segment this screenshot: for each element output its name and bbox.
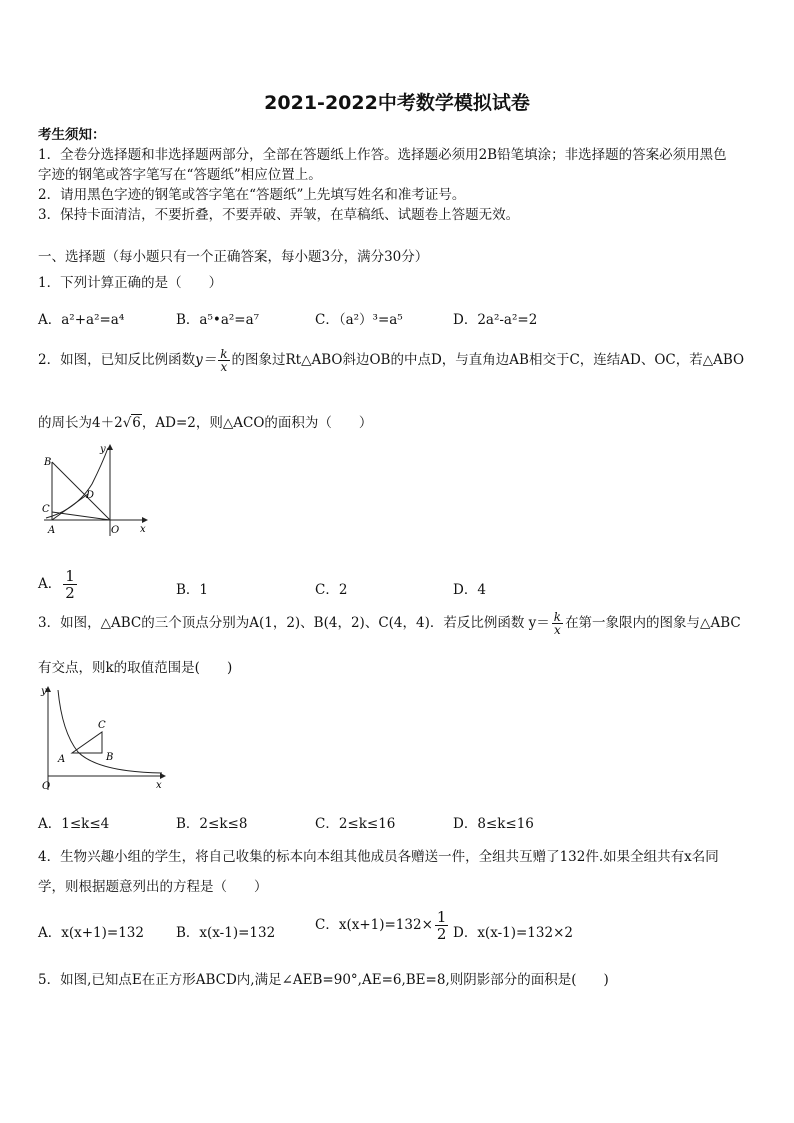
- q3-option-d: D．8≤k≤16: [453, 816, 534, 832]
- notice-line-3: 3．保持卡面清洁，不要折叠，不要弄破、弄皱，在草稿纸、试题卷上答题无效。: [38, 207, 520, 223]
- q4-line-2: 学，则根据题意列出的方程是（ ）: [38, 879, 268, 895]
- q3-stem: [38, 611, 741, 636]
- q4-option-c-pre: C．x(x+1)=132×: [315, 917, 433, 933]
- q3-x: x: [554, 623, 561, 637]
- q4-option-b: B．x(x-1)=132: [176, 925, 276, 941]
- q2-label-c: C: [42, 504, 50, 515]
- q3-label-y: y: [41, 686, 47, 697]
- q2-segment-oc: [52, 512, 110, 520]
- q2-label-a: A: [48, 525, 56, 536]
- q3-option-a: A．1≤k≤4: [38, 816, 110, 832]
- q1-option-b: B．a⁵•a²=a⁷: [176, 312, 260, 328]
- q2-label-y: y: [100, 444, 106, 455]
- q2-hyperbola: [46, 448, 108, 518]
- q3-label-b: B: [106, 752, 114, 763]
- q2-perimeter-radicand: 6: [132, 415, 141, 431]
- q2-option-d: D．4: [453, 582, 486, 598]
- q2-hypotenuse-ob: [52, 462, 110, 520]
- q2-perimeter-a: 4＋2: [92, 415, 123, 431]
- q2-option-b: B．1: [176, 582, 209, 598]
- q2-figure: [36, 440, 152, 538]
- q2-stem-post: 的图象过Rt△ABO斜边OB的中点D，与直角边AB相交于C，连结AD、OC，若△ABO: [231, 352, 745, 368]
- q2-line2-pre: 的周长为: [38, 415, 92, 431]
- q2-y-eq: y＝: [195, 352, 217, 368]
- q1-option-d: D．2a²-a²=2: [453, 312, 538, 328]
- q2-option-a-num: 1: [65, 567, 75, 585]
- q1-stem: 1．下列计算正确的是（ ）: [38, 275, 223, 291]
- q2-x: x: [220, 360, 228, 374]
- q2-label-b: B: [44, 457, 52, 468]
- q2-option-a-fraction: [63, 568, 77, 601]
- q2-line2-post: ，AD=2，则△ACO的面积为（ ）: [141, 415, 373, 431]
- q1-option-c: C．（a²）³=a⁵: [315, 312, 403, 328]
- q2-option-a-label: A．: [38, 576, 62, 592]
- q2-label-x: x: [140, 524, 146, 535]
- notice-heading: 考生须知：: [38, 127, 106, 143]
- q3-x-arrow: [160, 773, 166, 779]
- q4-option-c: [315, 909, 450, 942]
- q3-stem-pre: 3．如图，△ABC的三个顶点分别为A(1，2)、B(4，2)、C(4，4)．若反比例函数 y＝: [38, 615, 550, 631]
- notice-line-2: 2．请用黑色字迹的钢笔或答字笔在“答题纸”上先填写姓名和准考证号。: [38, 187, 466, 203]
- notice-line-1b: 字迹的钢笔或答字笔写在“答题纸”相应位置上。: [38, 167, 322, 183]
- q3-label-o: O: [42, 781, 51, 792]
- q3-label-x: x: [156, 780, 162, 791]
- q3-triangle-abc: [72, 732, 102, 753]
- q2-option-a: [38, 568, 79, 601]
- q2-option-c: C．2: [315, 582, 348, 598]
- q4-option-a: A．x(x+1)=132: [38, 925, 144, 941]
- q3-label-c: C: [98, 720, 106, 731]
- q2-x-arrow: [142, 517, 148, 523]
- q4-option-d: D．x(x-1)=132×2: [453, 925, 573, 941]
- q3-option-c: C．2≤k≤16: [315, 816, 396, 832]
- q2-k-over-x: [218, 348, 229, 373]
- q2-k: k: [220, 347, 228, 361]
- q4-option-c-den: 2: [436, 925, 447, 943]
- q2-option-a-den: 2: [65, 584, 75, 602]
- q3-label-a: A: [58, 754, 66, 765]
- q2-line-2: 的周长为4＋2√6，AD=2，则△ACO的面积为（ ）: [38, 415, 373, 431]
- q3-figure: [36, 682, 168, 794]
- q5-stem: 5．如图,已知点E在正方形ABCD内,满足∠AEB=90°,AE=6,BE=8,则阴影部分的面积是( ): [38, 972, 609, 988]
- q3-line-2: 有交点，则k的取值范围是( ): [38, 660, 233, 676]
- q2-label-o: O: [111, 525, 120, 536]
- q3-k-over-x: [552, 611, 563, 636]
- q3-k: k: [553, 610, 562, 624]
- q2-label-d: D: [86, 490, 95, 501]
- section-heading: 一、选择题（每小题只有一个正确答案，每小题3分，满分30分）: [38, 249, 429, 265]
- q4-stem: 4．生物兴趣小组的学生，将自己收集的标本向本组其他成员各赠送一件，全组共互赠了132件.如果全组共有x名同: [38, 849, 719, 865]
- q2-stem: [38, 348, 744, 373]
- q1-option-a: A．a²+a²=a⁴: [38, 312, 125, 328]
- q3-option-b: B．2≤k≤8: [176, 816, 248, 832]
- page-title: 2021-2022中考数学模拟试卷: [264, 92, 530, 114]
- notice-line-1: 1．全卷分选择题和非选择题两部分，全部在答题纸上作答。选择题必须用2B铅笔填涂；非选择题的答案必须用黑色: [38, 147, 727, 163]
- q3-stem-post: 在第一象限内的图象与△ABC: [565, 615, 741, 631]
- q2-stem-pre: 2．如图，已知反比例函数: [38, 352, 196, 368]
- q4-option-c-num: 1: [436, 908, 447, 926]
- q4-option-c-fraction: [435, 909, 449, 942]
